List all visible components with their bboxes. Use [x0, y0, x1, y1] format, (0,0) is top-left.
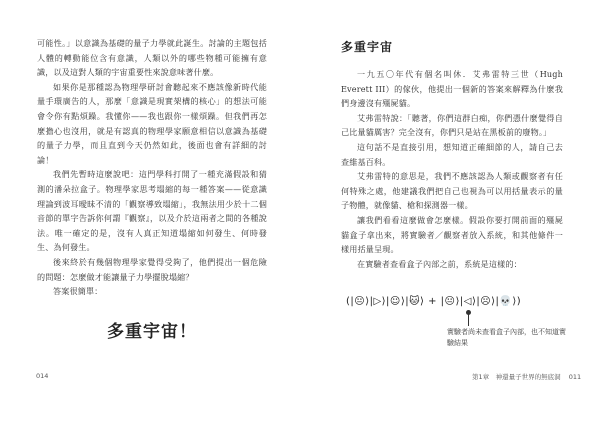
left-text-column [37, 36, 267, 299]
paragraph: 讓我們看看這麼做會怎麼樣。假設你要打開前面的殭屍貓盒子拿出來，將實驗者／觀察者放入系統，和其他條件一樣用括量呈現。 [341, 214, 563, 255]
annotation-line [468, 312, 469, 326]
paragraph: 這句話不是直接引用，想知道正確細節的人，請自己去查維基百科。 [341, 141, 563, 167]
paragraph: 後來終於有幾個物理學家覺得受夠了，他們提出一個危險的問題：怎麼做才能讓量子力學擺脫塌縮？ [37, 256, 267, 282]
paragraph: 如果你是那種認為物理學研討會聽起來不應該像新時代能量手環廣告的人，那麼「意識是現實架構的核心」的想法可能會令你有點煩躁。我懂你——我也跟你一樣煩躁。但我們再怎麼擔心也沒用，就是有認真的物理學家願意相信以意識為基礎的量子力學，而且直到今天仍然如此，後面也會有詳細的討論！ [37, 81, 267, 165]
paragraph: 艾弗雷特的意思是，我們不應該認為人類或觀察者有任何特殊之處，他建議我們把自己也視為可以用括量表示的量子物體，就像貓、槍和探測器一樣。 [341, 171, 563, 211]
section-title: 多重宇宙 [341, 40, 394, 54]
state-formula: (|😐⟩|▷⟩|☺⟩|🐱⟩ + |😐⟩|◁⟩|☹⟩|💀⟩) [346, 296, 522, 307]
paragraph: 可能性。」以意識為基礎的量子力學就此誕生。討論的主題包括人體的轉動能位含有意識，人類以外的哪些物種可能擁有意識，以及這對人類的宇宙重要性來說意味著什麼。 [37, 38, 267, 78]
paragraph: 艾弗雷特說：「聽著，你們這群白痴，你們憑什麼覺得自己比量貓厲害？完全沒有，你們只是站在黑板前的廢物。」 [341, 112, 563, 138]
paragraph: 我們先暫時這麼說吧：這門學科打開了一種充滿假設和猜測的潘朵拉盒子。物理學家思考塌縮的每一種答案——從意識理論到波耳曖昧不清的「觀察導致塌縮」，我無法用少於十二個音節的單字告訴你何謂『觀察』，以及介於這兩者之間的各種說法。唯一確定的是，沒有人真正知道塌縮如何發生、何時發生、為何發生。 [37, 169, 267, 253]
left-page-number: 014 [36, 372, 49, 380]
paragraph: 在實驗者查看盒子內部之前，系統是這樣的： [357, 258, 522, 269]
right-text-column [341, 67, 563, 271]
running-header: 第1章 神還量子世界的無底洞 [472, 373, 561, 381]
paragraph: 一九五〇年代有個名叫休．艾弗雷特三世（Hugh Everett III）的傢伙，他提出一個新的答案來解釋為什麼我們身邊沒有殭屍貓。 [341, 69, 563, 109]
right-footer [466, 372, 581, 381]
multiverse-exclamation: 多重宇宙！ [107, 322, 197, 342]
paragraph: 答案很簡單： [53, 286, 103, 297]
formula-annotation: 實驗者尚未查看盒子內部，也不知道實驗結果 [447, 328, 566, 347]
right-page-number: 011 [568, 373, 582, 381]
